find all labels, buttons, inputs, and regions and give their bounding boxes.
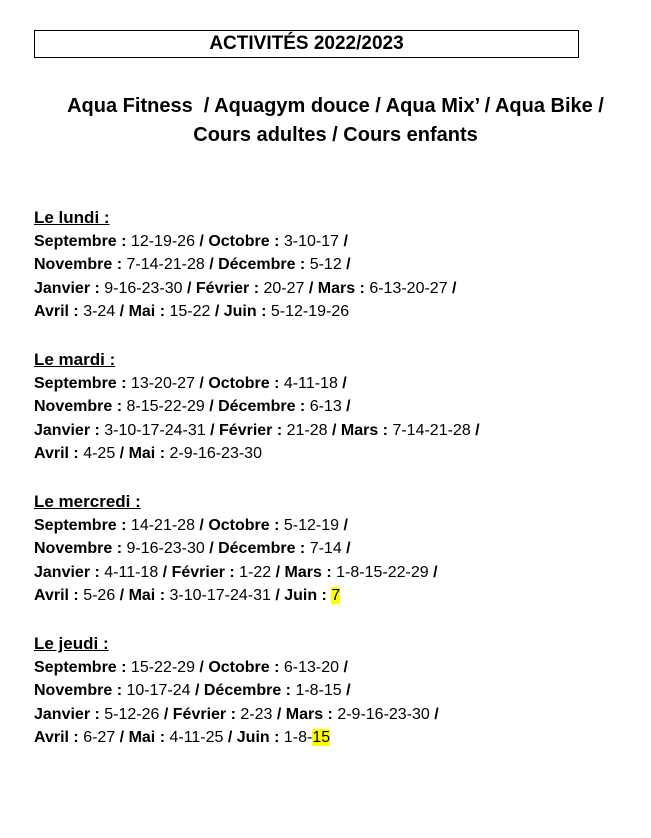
month-dates: 2-9-16-23-30 <box>169 445 262 462</box>
separator: / <box>339 658 348 676</box>
month-dates: 9-16-23-30 <box>126 540 205 557</box>
schedule-row <box>34 584 634 608</box>
month-dates: 9-16-23-30 <box>104 279 183 297</box>
month-label: Mars : <box>285 705 338 723</box>
separator: / <box>194 658 209 676</box>
month-label: Janvier : <box>34 563 105 581</box>
day-heading: Le jeudi : <box>34 634 109 653</box>
schedule-row <box>34 726 634 750</box>
highlighted-date: 7 <box>331 587 341 604</box>
month-label: Juin : <box>223 303 271 320</box>
separator: / <box>337 374 347 392</box>
separator: / <box>210 303 224 320</box>
separator: / <box>115 445 129 462</box>
month-label: Janvier : <box>34 421 105 439</box>
separator: / <box>304 279 318 297</box>
separator: / <box>271 563 285 581</box>
separator: / <box>158 563 172 581</box>
month-label: Juin : <box>284 587 332 604</box>
month-label: Décembre : <box>218 398 310 415</box>
month-dates: 5-12-26 <box>104 705 160 723</box>
month-label: Octobre : <box>208 516 284 534</box>
month-label: Novembre : <box>34 540 127 557</box>
month-label: Novembre : <box>34 256 127 273</box>
month-label: Mai : <box>128 729 170 746</box>
month-label: Septembre : <box>34 374 131 392</box>
month-dates: 1-8-15 <box>295 682 342 699</box>
month-label: Mai : <box>128 445 170 462</box>
month-dates: 1-8-15-22-29 <box>336 563 429 581</box>
month-label: Octobre : <box>208 232 284 250</box>
schedule-row <box>34 230 634 254</box>
schedule-row <box>34 537 634 561</box>
separator: / <box>204 256 219 273</box>
day-section <box>34 632 634 750</box>
month-label: Février : <box>171 563 240 581</box>
separator: / <box>341 398 351 415</box>
month-dates: 6-27 <box>83 729 116 746</box>
separator: / <box>341 682 351 699</box>
month-dates: 2-23 <box>240 705 273 723</box>
schedule-row <box>34 442 634 466</box>
month-label: Octobre : <box>208 658 284 676</box>
month-dates: 1-22 <box>239 563 272 581</box>
month-label: Avril : <box>34 729 84 746</box>
page-title: ACTIVITÉS 2022/2023 <box>209 33 404 54</box>
month-label: Mars : <box>284 563 337 581</box>
separator: / <box>341 256 351 273</box>
schedule-row <box>34 253 634 277</box>
month-dates: 15-22 <box>169 303 211 320</box>
month-label: Avril : <box>34 587 84 604</box>
month-dates: 4-11-18 <box>283 374 338 392</box>
month-label: Décembre : <box>203 682 296 699</box>
month-dates: 6-13-20 <box>283 658 340 676</box>
month-dates: 6-13-20-27 <box>369 279 448 297</box>
separator: / <box>194 374 209 392</box>
month-dates: 5-12 <box>309 256 342 273</box>
month-dates: 3-10-17-24-31 <box>104 421 206 439</box>
month-label: Février : <box>195 279 264 297</box>
separator: / <box>428 563 438 581</box>
day-section <box>34 348 634 466</box>
month-label: Septembre : <box>34 516 131 534</box>
separator: / <box>270 587 285 604</box>
subtitle-line-1: Aqua Fitness / Aquagym douce / Aqua Mix’ / Aqua Bike / <box>67 95 604 117</box>
month-dates: 5-12-19-26 <box>270 303 350 320</box>
month-label: Janvier : <box>34 279 105 297</box>
highlighted-date: 15 <box>312 729 331 746</box>
separator: / <box>115 587 129 604</box>
month-label: Juin : <box>236 729 284 746</box>
month-label: Janvier : <box>34 705 105 723</box>
day-heading: Le mercredi : <box>34 492 141 511</box>
month-label: Mai : <box>128 303 170 320</box>
month-dates: 3-10-17-24-31 <box>169 587 271 604</box>
month-dates: 13-20-27 <box>130 374 195 392</box>
month-dates: 5-12-19 <box>283 516 340 534</box>
month-label: Avril : <box>34 303 84 320</box>
separator: / <box>194 516 209 534</box>
separator: / <box>447 279 457 297</box>
schedule-row <box>34 703 634 727</box>
month-dates: 20-27 <box>263 279 305 297</box>
month-dates: 8-15-22-29 <box>126 398 205 415</box>
separator: / <box>194 232 209 250</box>
separator: / <box>205 421 220 439</box>
separator: / <box>327 421 341 439</box>
month-dates: 2-9-16-23-30 <box>337 705 430 723</box>
month-dates: 3-24 <box>83 303 116 320</box>
day-section <box>34 206 634 324</box>
separator: / <box>182 279 196 297</box>
schedule-row <box>34 514 634 538</box>
activities-subtitle <box>20 92 651 150</box>
separator: / <box>190 682 204 699</box>
month-dates: 4-25 <box>83 445 116 462</box>
schedule-row <box>34 277 634 301</box>
day-heading: Le lundi : <box>34 208 110 227</box>
month-label: Février : <box>172 705 241 723</box>
separator: / <box>272 705 286 723</box>
month-label: Décembre : <box>218 256 310 273</box>
month-dates: 1-8- <box>283 729 313 746</box>
month-dates: 7-14-21-28 <box>392 421 471 439</box>
separator: / <box>204 398 219 415</box>
month-dates: 3-10-17 <box>283 232 340 250</box>
separator: / <box>341 540 351 557</box>
month-dates: 6-13 <box>309 398 342 415</box>
month-label: Septembre : <box>34 232 131 250</box>
month-dates: 15-22-29 <box>130 658 195 676</box>
separator: / <box>159 705 173 723</box>
month-dates: 10-17-24 <box>126 682 191 699</box>
month-dates: 5-26 <box>83 587 116 604</box>
separator: / <box>115 729 129 746</box>
month-dates: 14-21-28 <box>130 516 195 534</box>
separator: / <box>339 516 348 534</box>
day-heading: Le mardi : <box>34 350 116 369</box>
schedule-row <box>34 372 634 396</box>
separator: / <box>339 232 348 250</box>
month-label: Février : <box>219 421 287 439</box>
schedule-row <box>34 656 634 680</box>
page-title-box <box>34 30 579 58</box>
month-label: Octobre : <box>208 374 284 392</box>
schedule-row <box>34 419 634 443</box>
separator: / <box>204 540 219 557</box>
separator: / <box>223 729 237 746</box>
month-label: Septembre : <box>34 658 131 676</box>
separator: / <box>470 421 480 439</box>
separator: / <box>429 705 439 723</box>
schedule-row <box>34 679 634 703</box>
month-label: Avril : <box>34 445 84 462</box>
schedule-row <box>34 300 634 324</box>
month-label: Novembre : <box>34 682 127 699</box>
schedule-row <box>34 561 634 585</box>
month-dates: 7-14-21-28 <box>126 256 205 273</box>
day-section <box>34 490 634 608</box>
month-dates: 4-11-18 <box>104 563 159 581</box>
subtitle-line-2: Cours adultes / Cours enfants <box>193 124 478 146</box>
month-label: Mai : <box>128 587 170 604</box>
month-label: Novembre : <box>34 398 127 415</box>
month-dates: 21-28 <box>286 421 328 439</box>
schedule-row <box>34 395 634 419</box>
month-dates: 4-11-25 <box>169 729 224 746</box>
month-dates: 12-19-26 <box>130 232 195 250</box>
month-label: Décembre : <box>218 540 310 557</box>
month-label: Mars : <box>340 421 393 439</box>
separator: / <box>115 303 129 320</box>
month-label: Mars : <box>317 279 370 297</box>
month-dates: 7-14 <box>309 540 342 557</box>
